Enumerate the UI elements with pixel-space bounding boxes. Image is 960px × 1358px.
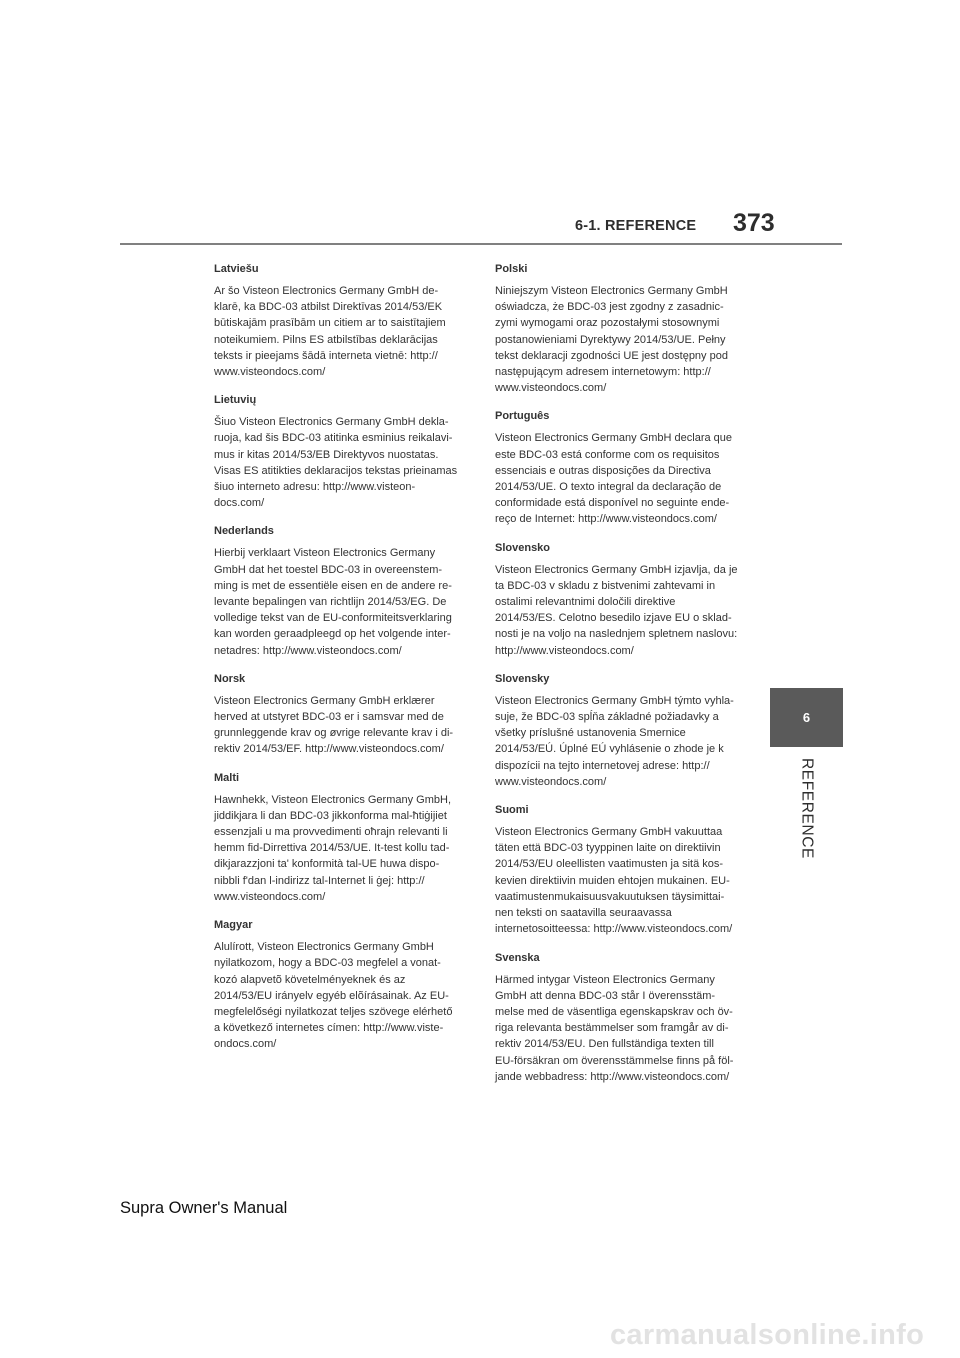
section-heading: Lietuvių <box>214 394 257 407</box>
section-nederlands <box>214 524 466 658</box>
left-column <box>214 262 466 1066</box>
section-heading: Svenska <box>495 951 540 964</box>
section-heading: Latviešu <box>214 263 259 275</box>
section-body: Visteon Electronics Germany GmbH izjavlja, da je ta BDC-03 v skladu z bistvenimi zahtevami in ostalimi relevantnimi določili direktive 2014/53/ES. Celotno besedilo izjave EU o sklad- nosti je na voljo na naslednjem spletnem naslovu: http://www.visteondocs.com/ <box>495 563 738 657</box>
section-body: Visteon Electronics Germany GmbH vakuuttaa täten että BDC-03 tyyppinen laite on direktiivin 2014/53/EU oleellisten vaatimusten ja sitä kos- kevien direktiivin muiden ehtojen mukainen. EU- vaatimustenmukaisuusvakuutuksen täysimittai- nen teksti on saatavilla seuraavassa internetosoitteessa: http://www.visteondocs.com/ <box>495 826 733 936</box>
section-heading: Suomi <box>495 804 529 817</box>
chapter-tab <box>770 688 843 747</box>
section-malti <box>214 771 466 905</box>
manual-title: Supra Owner's Manual <box>120 1199 288 1217</box>
watermark: carmanualsonline.info <box>610 1319 925 1351</box>
section-slovensky <box>495 672 747 790</box>
section-body: Ar šo Visteon Electronics Germany GmbH de- klarē, ka BDC-03 atbilst Direktīvas 2014/53/EK būtiskajām prasībām un citiem ar to saistītajiem noteikumiem. Pilns ES atbilstības deklarācijas teksts ir pieejams šādā interneta vietnē: http:// www.visteondocs.com/ <box>214 285 446 379</box>
section-body: Visteon Electronics Germany GmbH týmto vyhla- suje, že BDC-03 spĺňa základné požiadavky a všetky príslušné ustanovenia Smernice 2014/53/EÚ. Úplné EÚ vyhlásenie o zhode je k dispozícii na tejto internetovej adrese: http:// www.visteondocs.com/ <box>495 694 734 788</box>
section-heading: Magyar <box>214 919 253 932</box>
page-number: 373 <box>733 209 775 237</box>
right-column <box>495 262 747 1098</box>
section-latviesu <box>214 262 466 380</box>
section-body: Šiuo Visteon Electronics Germany GmbH dekla- ruoja, kad šis BDC-03 atitinka esminius reikalavi- mus ir kitas 2014/53/EB Direktyvos nuostatas. Visas ES atitikties deklaracijos tekstas prieinamas šiuo interneto adresu: http://www.visteon- docs.com/ <box>214 416 458 510</box>
chapter-number: 6 <box>802 710 811 725</box>
section-heading: Nederlands <box>214 525 274 538</box>
section-magyar <box>214 918 466 1052</box>
section-polski <box>495 262 747 396</box>
section-suomi <box>495 803 747 937</box>
section-heading: Norsk <box>214 672 246 685</box>
section-body: Visteon Electronics Germany GmbH erklærer herved at utstyret BDC-03 er i samsvar med de grunnleggende krav og øvrige relevante krav i di- rektiv 2014/53/EF. http://www.visteondocs.com/ <box>214 694 454 756</box>
chapter-side-label: REFERENCE <box>798 758 816 859</box>
section-svenska <box>495 951 747 1085</box>
section-body: Hierbij verklaart Visteon Electronics Germany GmbH dat het toestel BDC-03 in overeenstem- ming is met de essentiële eisen en de andere re- levante bepalingen van richtlijn 2014/53/EG. De volledige tekst van de EU-conformiteitsverklaring kan worden geraadpleegd op het volgende inter- netadres: http://www.visteondocs.com/ <box>214 547 452 657</box>
header-divider <box>120 243 842 245</box>
section-body: Niniejszym Visteon Electronics Germany GmbH oświadcza, że BDC-03 jest zgodny z zasadnic- zymi wymogami oraz pozostałymi stosownymi postanowieniami Dyrektywy 2014/53/UE. Pełny tekst deklaracji zgodności UE jest dostępny pod następującym adresem internetowym: http:// www.visteondocs.com/ <box>495 285 728 395</box>
section-portugues <box>495 409 747 527</box>
section-body: Hawnhekk, Visteon Electronics Germany GmbH, jiddikjara li dan BDC-03 jikkonforma mal-ħtiġijiet essenzjali u ma provvedimenti oħrajn relevanti li hemm fid-Dirrettiva 2014/53/UE. It-test kollu tad- dikjarazzjoni ta' konformità tal-UE huwa dispo- nibbli f'dan l-indirizz tal-Internet li ġej: http:// www.visteondocs.com/ <box>214 793 451 903</box>
section-heading: Slovensko <box>495 541 551 554</box>
running-header-title: 6-1. REFERENCE <box>575 218 697 234</box>
section-heading: Malti <box>214 771 240 784</box>
section-body: Visteon Electronics Germany GmbH declara que este BDC-03 está conforme com os requisitos essenciais e outras disposições da Directiva 2014/53/UE. O texto integral da declaração de conformidade está disponível no seguinte ende- reço de Internet: http://www.visteondocs.com/ <box>495 432 733 526</box>
section-heading: Polski <box>495 263 528 275</box>
section-body: Alulírott, Visteon Electronics Germany GmbH nyilatkozom, hogy a BDC-03 megfelel a vonat- kozó alapvetõ követelményeknek és az 2014/53/EU irányelv egyéb elõírásainak. Az EU- megfelelőségi nyilatkozat teljes szövege elérhető a következő internetes címen: http://www.viste- ondocs.com/ <box>214 941 453 1051</box>
section-heading: Português <box>495 410 550 423</box>
section-lietuviu <box>214 393 466 511</box>
section-body: Härmed intygar Visteon Electronics Germany GmbH att denna BDC-03 står I överensstäm- melse med de väsentliga egenskapskrav och öv- riga relevanta bestämmelser som framgår av di- rektiv 2014/53/EU. Den fullständiga texten till EU-försäkran om överensstämmelse finns på föl- jande webbadress: http://www.visteondocs.com/ <box>495 973 734 1083</box>
section-slovensko <box>495 541 747 659</box>
section-norsk <box>214 672 466 758</box>
section-heading: Slovensky <box>495 672 550 685</box>
